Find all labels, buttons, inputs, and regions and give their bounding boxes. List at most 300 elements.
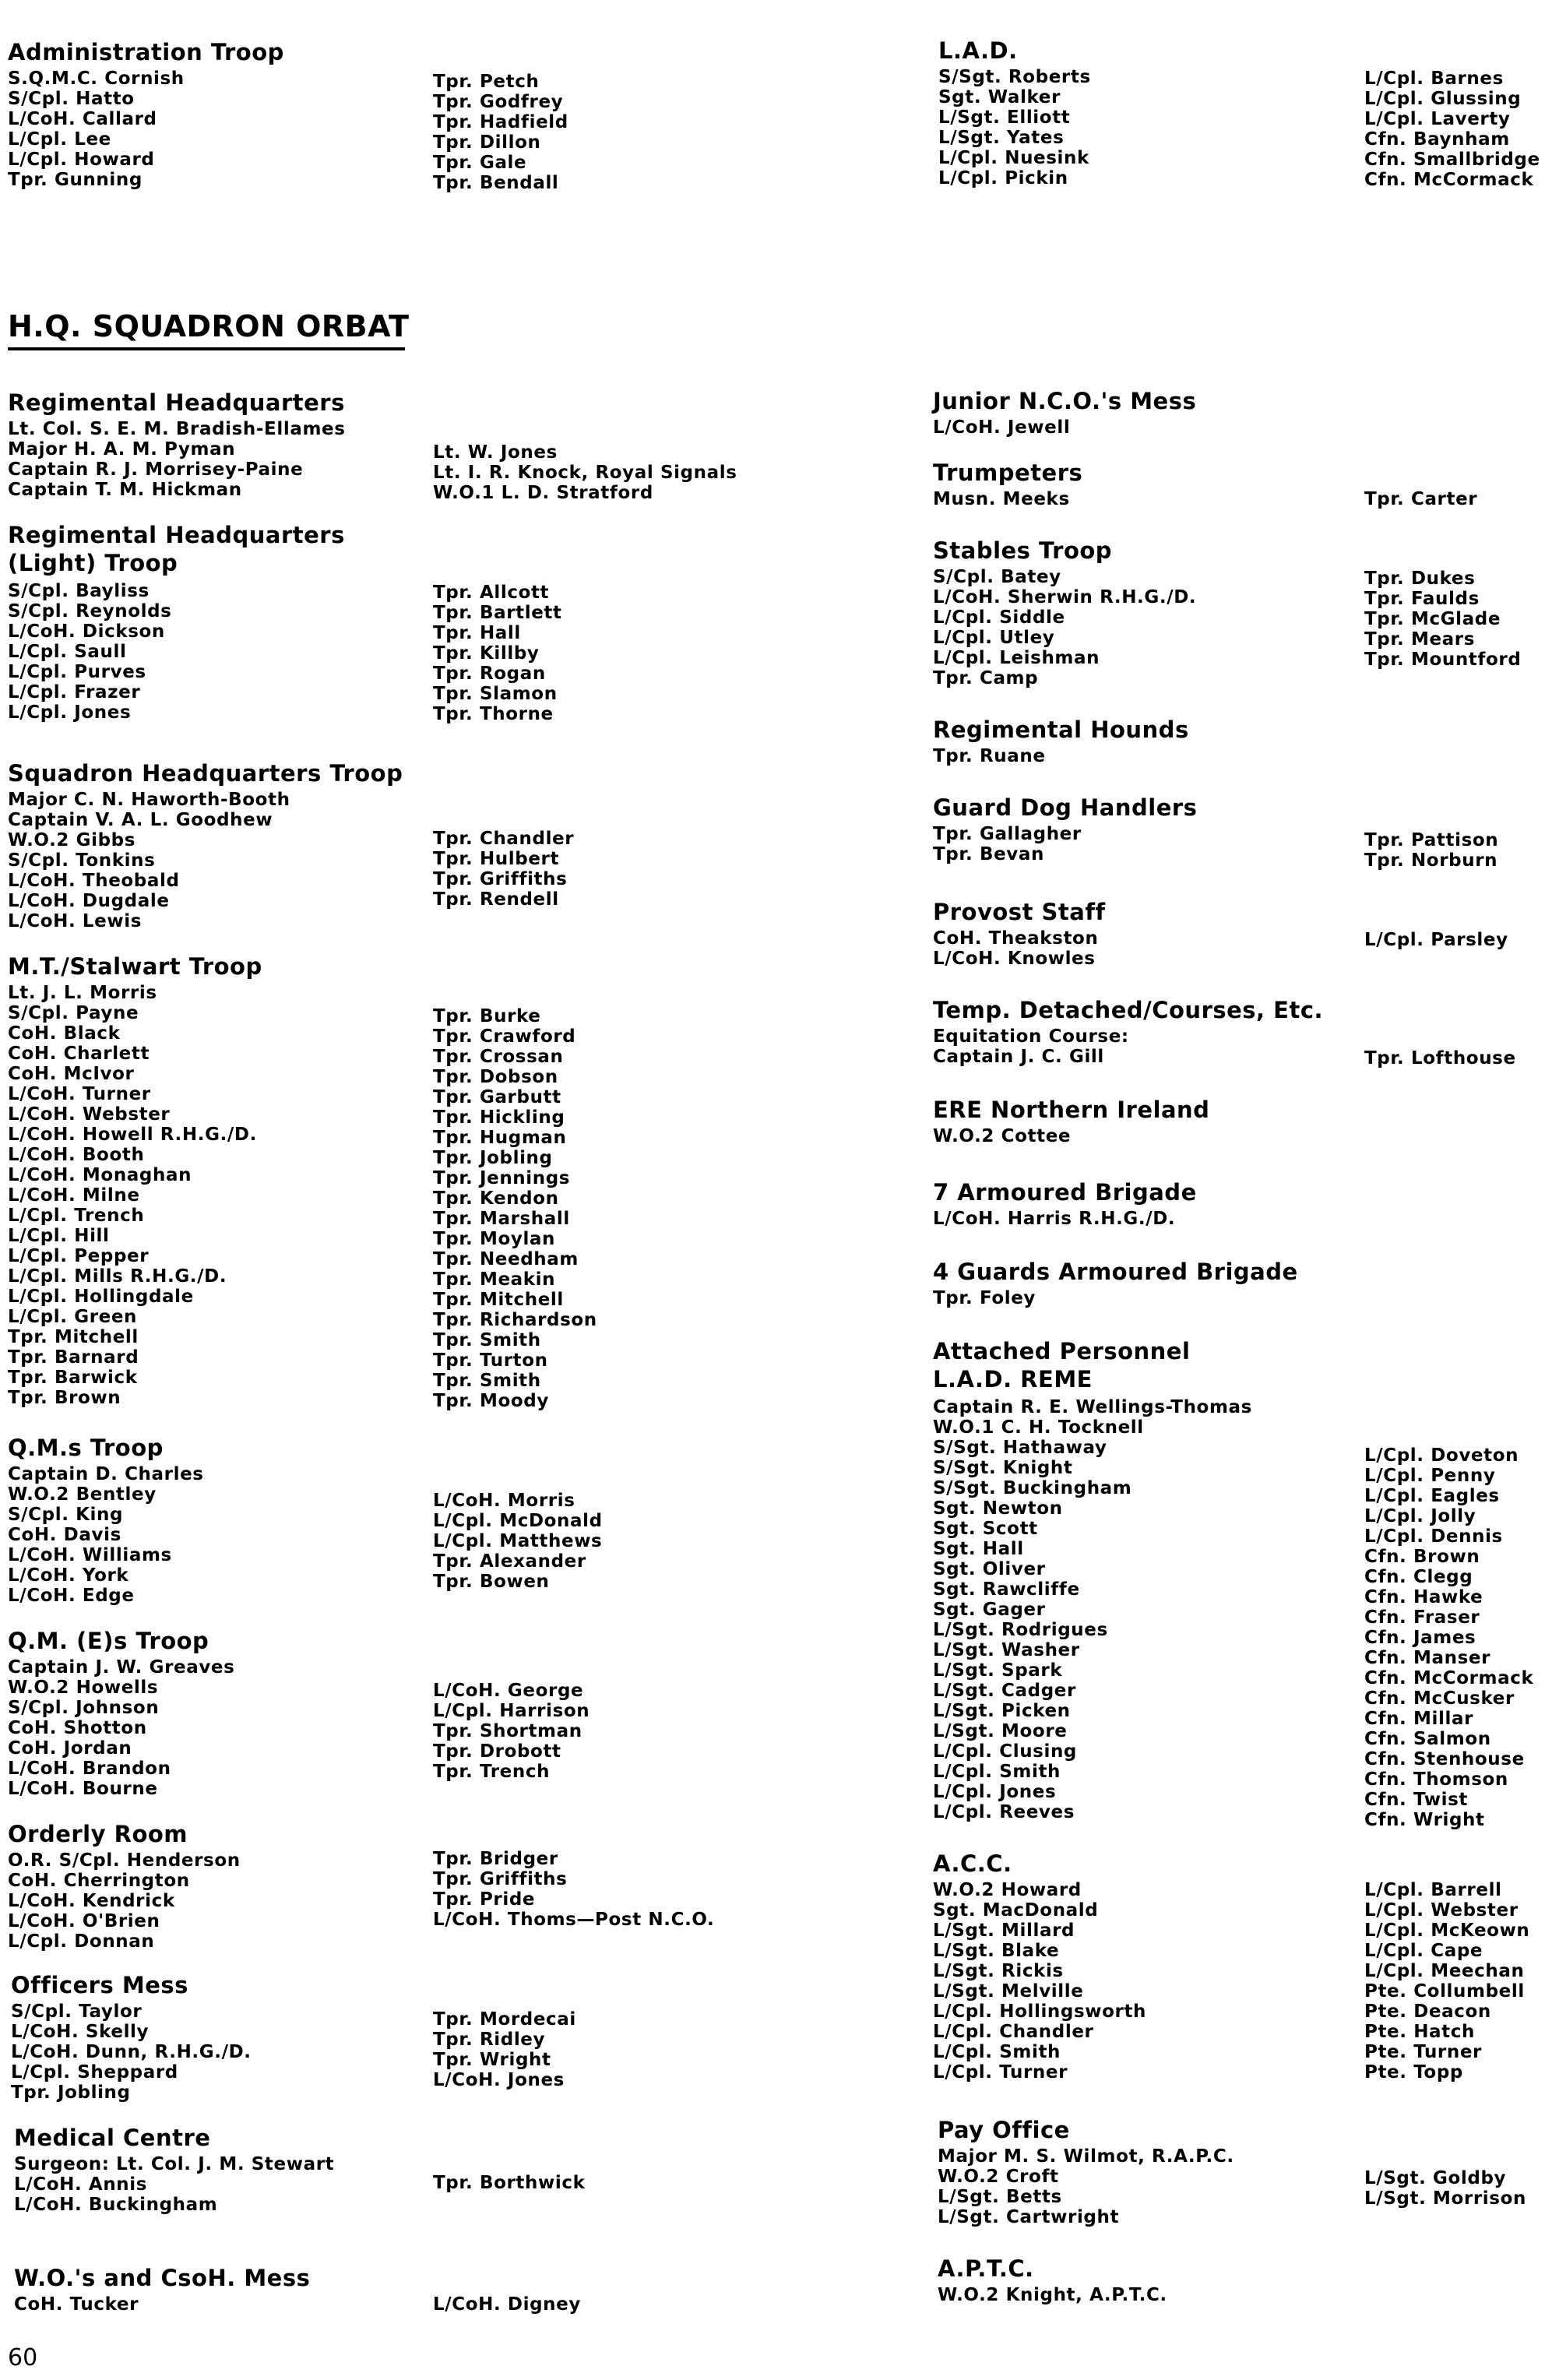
personnel-entry: L/CoH. Knowles [933, 949, 1096, 969]
personnel-entry: L/CoH. Dunn, R.H.G./D. [11, 2042, 252, 2062]
personnel-entry: Tpr. Mitchell [8, 1327, 139, 1347]
personnel-entry: L/Cpl. Cape [1364, 1941, 1483, 1961]
section-heading: Trumpeters [933, 459, 1083, 486]
personnel-entry: Sgt. Rawcliffe [933, 1579, 1080, 1600]
personnel-entry: L/CoH. Buckingham [14, 2195, 218, 2215]
personnel-entry: L/Sgt. Betts [938, 2187, 1062, 2207]
personnel-entry: L/Sgt. Cartwright [938, 2207, 1120, 2227]
personnel-entry: L/Cpl. McDonald [433, 1511, 603, 1531]
personnel-entry: Captain V. A. L. Goodhew [8, 810, 273, 830]
personnel-entry: Tpr. Barwick [8, 1368, 138, 1388]
personnel-entry: Musn. Meeks [933, 489, 1070, 509]
personnel-entry: Tpr. Carter [1364, 489, 1478, 509]
personnel-entry: S/Cpl. Hatto [8, 89, 135, 109]
personnel-column-right [433, 442, 737, 503]
personnel-entry: Tpr. Hall [433, 623, 521, 643]
personnel-entry: L/Sgt. Spark [933, 1660, 1063, 1681]
personnel-entry: L/CoH. Bourne [8, 1779, 158, 1799]
personnel-entry: Tpr. Hulbert [433, 849, 560, 869]
personnel-column-right [433, 1491, 603, 1592]
section-heading: Regimental Headquarters [8, 389, 345, 416]
personnel-entry: L/Cpl. Reeves [933, 1802, 1075, 1822]
personnel-entry: L/Cpl. Turner [933, 2062, 1068, 2082]
personnel-entry: Cfn. Thomson [1364, 1769, 1508, 1790]
personnel-entry: Captain D. Charles [8, 1464, 204, 1484]
personnel-entry: W.O.2 Howard [933, 1880, 1082, 1900]
personnel-entry: L/CoH. Jones [433, 2070, 565, 2090]
personnel-entry: Tpr. Dillon [433, 132, 541, 153]
personnel-entry: Cfn. Smallbridge [1364, 150, 1540, 170]
personnel-entry: L/Cpl. Trench [8, 1206, 145, 1226]
personnel-entry: Tpr. Alexander [433, 1551, 586, 1572]
personnel-entry: Cfn. Stenhouse [1364, 1749, 1525, 1769]
personnel-entry: Tpr. Hickling [433, 1107, 565, 1128]
personnel-entry: L/Cpl. Smith [933, 1762, 1061, 1782]
personnel-entry: Tpr. Griffiths [433, 1869, 568, 1889]
personnel-entry: S/Sgt. Knight [933, 1458, 1073, 1478]
personnel-entry: L/CoH. Harris R.H.G./D. [933, 1209, 1176, 1229]
personnel-column-left [933, 824, 1082, 864]
personnel-entry: Surgeon: Lt. Col. J. M. Stewart [14, 2154, 335, 2174]
personnel-entry: W.O.2 Cottee [933, 1126, 1072, 1146]
personnel-entry: L/Sgt. Picken [933, 1701, 1071, 1721]
personnel-entry: Cfn. McCormack [1364, 170, 1534, 190]
section-heading: Q.M. (E)s Troop [8, 1628, 209, 1654]
personnel-entry: L/Cpl. Hollingsworth [933, 2002, 1147, 2022]
personnel-entry: Tpr. Richardson [433, 1310, 597, 1330]
personnel-entry: Tpr. Chandler [433, 829, 575, 849]
personnel-entry: L/CoH. Annis [14, 2174, 148, 2195]
orbat-title: H.Q. SQUADRON ORBAT [8, 309, 410, 343]
personnel-entry: Tpr. Mordecai [433, 2009, 576, 2030]
personnel-entry: L/CoH. Thoms—Post N.C.O. [433, 1910, 715, 1930]
personnel-entry: Captain R. E. Wellings-Thomas [933, 1397, 1252, 1417]
personnel-entry: Tpr. Ruane [933, 746, 1046, 766]
personnel-entry: L/Cpl. Sheppard [11, 2062, 178, 2082]
section-heading: ERE Northern Ireland [933, 1097, 1210, 1123]
personnel-entry: L/Sgt. Yates [938, 128, 1065, 148]
personnel-entry: Tpr. Mitchell [433, 1290, 564, 1310]
section-heading: A.C.C. [933, 1850, 1012, 1877]
personnel-entry: L/Sgt. Elliott [938, 107, 1071, 128]
personnel-entry: L/Cpl. Utley [933, 628, 1055, 648]
personnel-entry: S/Cpl. Batey [933, 567, 1061, 587]
section-heading: Q.M.s Troop [8, 1435, 164, 1461]
personnel-entry: Tpr. Bevan [933, 844, 1044, 864]
section-heading: Officers Mess [11, 1972, 188, 1998]
personnel-entry: W.O.2 Bentley [8, 1484, 157, 1505]
personnel-entry: Sgt. Newton [933, 1498, 1063, 1519]
personnel-entry: L/Sgt. Rodrigues [933, 1620, 1108, 1640]
personnel-entry: L/Sgt. Melville [933, 1981, 1084, 2002]
personnel-entry: W.O.2 Howells [8, 1678, 159, 1698]
personnel-entry: Tpr. Bendall [433, 173, 559, 193]
personnel-entry: Captain J. W. Greaves [8, 1657, 235, 1678]
personnel-entry: Tpr. Gunning [8, 170, 143, 190]
personnel-column-left [933, 1209, 1175, 1229]
personnel-entry: Tpr. Rendell [433, 889, 559, 910]
personnel-entry: L/Cpl. Barrell [1364, 1880, 1502, 1900]
personnel-entry: Tpr. Bridger [433, 1849, 558, 1869]
personnel-entry: Cfn. Fraser [1364, 1607, 1480, 1628]
personnel-entry: L/CoH. Lewis [8, 911, 143, 931]
personnel-entry: Tpr. Killby [433, 643, 540, 664]
page-number: 60 [8, 2344, 38, 2371]
personnel-entry: W.O.1 L. D. Stratford [433, 483, 653, 503]
personnel-entry: Tpr. Trench [433, 1762, 551, 1782]
personnel-entry: Tpr. Pattison [1364, 830, 1499, 850]
personnel-entry: L/Cpl. Eagles [1364, 1486, 1500, 1506]
personnel-entry: Major M. S. Wilmot, R.A.P.C. [938, 2146, 1234, 2167]
section-heading: Pay Office [938, 2117, 1070, 2143]
personnel-column-right [1364, 2168, 1526, 2209]
section-heading: Medical Centre [14, 2125, 211, 2151]
personnel-column-left [933, 1026, 1129, 1067]
personnel-entry: L/Sgt. Goldby [1364, 2168, 1507, 2188]
section-heading: Provost Staff [933, 899, 1106, 925]
section-heading: 7 Armoured Brigade [933, 1179, 1197, 1206]
personnel-entry: L/Cpl. Barnes [1364, 69, 1504, 89]
personnel-entry: Tpr. Dobson [433, 1067, 558, 1087]
personnel-column-right [1364, 830, 1498, 871]
personnel-entry: Tpr. Lofthouse [1364, 1048, 1516, 1069]
personnel-entry: Tpr. Jennings [433, 1168, 571, 1188]
personnel-entry: Lt. W. Jones [433, 442, 558, 463]
personnel-entry: L/Cpl. Glussing [1364, 89, 1522, 109]
personnel-entry: Cfn. Clegg [1364, 1567, 1473, 1587]
personnel-entry: Tpr. Gallagher [933, 824, 1082, 844]
personnel-entry: Captain T. M. Hickman [8, 480, 242, 500]
personnel-entry: Tpr. Barnard [8, 1347, 139, 1368]
personnel-entry: Cfn. Baynham [1364, 129, 1510, 150]
personnel-entry: L/Sgt. Washer [933, 1640, 1080, 1660]
personnel-entry: Tpr. Dukes [1364, 569, 1476, 589]
personnel-entry: Tpr. Marshall [433, 1209, 570, 1229]
personnel-column-left [8, 1464, 204, 1606]
personnel-entry: Tpr. Pride [433, 1889, 536, 1910]
personnel-column-left [11, 2002, 252, 2103]
personnel-entry: L/CoH. Dickson [8, 621, 165, 642]
personnel-entry: S.Q.M.C. Cornish [8, 69, 185, 89]
section-subheading: (Light) Troop [8, 550, 178, 576]
personnel-entry: L/Cpl. McKeown [1364, 1921, 1530, 1941]
personnel-entry: L/Sgt. Moore [933, 1721, 1068, 1741]
personnel-column-right [433, 1006, 597, 1411]
personnel-column-left [938, 67, 1091, 188]
personnel-entry: S/Sgt. Buckingham [933, 1478, 1132, 1498]
personnel-entry: L/CoH. George [433, 1681, 584, 1701]
personnel-entry: Tpr. Wright [433, 2050, 551, 2070]
personnel-entry: L/CoH. Howell R.H.G./D. [8, 1125, 257, 1145]
personnel-entry: S/Cpl. King [8, 1505, 124, 1525]
personnel-entry: L/CoH. Monaghan [8, 1165, 192, 1185]
personnel-entry: L/CoH. Kendrick [8, 1891, 175, 1911]
personnel-entry: L/CoH. Turner [8, 1084, 151, 1104]
personnel-entry: Tpr. Needham [433, 1249, 579, 1269]
personnel-entry: S/Cpl. Payne [8, 1003, 139, 1023]
personnel-entry: L/CoH. York [8, 1565, 129, 1586]
personnel-entry: L/Cpl. Siddle [933, 607, 1065, 628]
personnel-entry: L/Cpl. Jolly [1364, 1506, 1476, 1526]
personnel-entry: L/Cpl. Howard [8, 150, 155, 170]
personnel-entry: L/Cpl. Doveton [1364, 1445, 1519, 1466]
personnel-column-right [1364, 489, 1477, 509]
personnel-entry: Tpr. Allcott [433, 583, 550, 603]
personnel-entry: W.O.2 Knight, A.P.T.C. [938, 2285, 1167, 2305]
personnel-entry: Tpr. Petch [433, 72, 540, 92]
personnel-entry: Tpr. Brown [8, 1388, 121, 1408]
personnel-column-right [1364, 69, 1540, 190]
personnel-entry: L/Cpl. Hollingdale [8, 1287, 194, 1307]
personnel-column-left [933, 417, 1070, 438]
section-heading: A.P.T.C. [938, 2255, 1034, 2282]
personnel-entry: Captain R. J. Morrisey-Paine [8, 459, 304, 480]
personnel-entry: L/Cpl. Parsley [1364, 930, 1508, 950]
personnel-entry: Major H. A. M. Pyman [8, 439, 236, 459]
personnel-entry: Tpr. Hugman [433, 1128, 567, 1148]
personnel-entry: Tpr. Slamon [433, 684, 558, 704]
personnel-column-right [1364, 569, 1521, 670]
section-heading: Squadron Headquarters Troop [8, 760, 403, 787]
personnel-column-right [433, 2294, 581, 2315]
personnel-entry: CoH. McIvor [8, 1064, 135, 1084]
personnel-entry: L/CoH. Brandon [8, 1759, 171, 1779]
personnel-entry: L/CoH. Webster [8, 1104, 171, 1125]
personnel-entry: Tpr. Crawford [433, 1026, 576, 1047]
personnel-entry: Equitation Course: [933, 1026, 1129, 1047]
personnel-entry: W.O.1 C. H. Tocknell [933, 1417, 1144, 1438]
personnel-entry: L/CoH. Dugdale [8, 891, 170, 911]
personnel-column-left [933, 746, 1046, 766]
personnel-column-right [433, 583, 562, 724]
personnel-entry: L/CoH. O'Brien [8, 1911, 160, 1931]
personnel-column-left [8, 983, 257, 1408]
personnel-entry: Cfn. Twist [1364, 1790, 1468, 1810]
personnel-entry: L/Cpl. Webster [1364, 1900, 1519, 1921]
personnel-entry: L/Cpl. Meechan [1364, 1961, 1525, 1981]
personnel-column-right [433, 829, 574, 910]
personnel-entry: L/CoH. Booth [8, 1145, 145, 1165]
personnel-entry: Tpr. Mears [1364, 629, 1476, 650]
personnel-column-left [938, 2146, 1234, 2227]
personnel-entry: Tpr. Jobling [433, 1148, 553, 1168]
section-heading: Attached Personnel [933, 1338, 1191, 1364]
personnel-entry: CoH. Charlett [8, 1044, 150, 1064]
personnel-column-left [933, 1288, 1036, 1308]
personnel-entry: Tpr. Bowen [433, 1572, 550, 1592]
personnel-entry: L/CoH. Jewell [933, 417, 1071, 438]
personnel-entry: Tpr. Turton [433, 1350, 548, 1371]
personnel-entry: Tpr. Mountford [1364, 650, 1522, 670]
personnel-entry: L/Cpl. Penny [1364, 1466, 1496, 1486]
personnel-entry: Cfn. McCormack [1364, 1668, 1534, 1688]
personnel-entry: Tpr. McGlade [1364, 609, 1501, 629]
personnel-entry: L/CoH. Digney [433, 2294, 581, 2315]
personnel-entry: Tpr. Burke [433, 1006, 541, 1026]
personnel-entry: L/Sgt. Cadger [933, 1681, 1076, 1701]
personnel-entry: Tpr. Moody [433, 1391, 549, 1411]
personnel-entry: CoH. Jordan [8, 1738, 132, 1759]
personnel-entry: L/Cpl. Matthews [433, 1531, 603, 1551]
personnel-entry: Tpr. Griffiths [433, 869, 568, 889]
personnel-entry: Tpr. Meakin [433, 1269, 556, 1290]
personnel-entry: Pte. Collumbell [1364, 1981, 1525, 2002]
section-heading: 4 Guards Armoured Brigade [933, 1259, 1298, 1285]
personnel-entry: Pte. Hatch [1364, 2022, 1475, 2042]
section-heading: Guard Dog Handlers [933, 794, 1198, 821]
personnel-column-left [933, 928, 1098, 969]
personnel-entry: L/Cpl. Pepper [8, 1246, 150, 1266]
personnel-entry: Lt. J. L. Morris [8, 983, 157, 1003]
personnel-column-right [433, 1681, 589, 1782]
personnel-entry: Tpr. Shortman [433, 1721, 582, 1741]
personnel-column-right [1364, 930, 1508, 950]
personnel-entry: Tpr. Bartlett [433, 603, 562, 623]
personnel-entry: Tpr. Garbutt [433, 1087, 561, 1107]
personnel-entry: Sgt. MacDonald [933, 1900, 1099, 1921]
personnel-column-left [938, 2285, 1167, 2305]
personnel-entry: S/Cpl. Johnson [8, 1698, 160, 1718]
personnel-entry: Cfn. Manser [1364, 1648, 1491, 1668]
section-heading: Regimental Headquarters [8, 522, 345, 548]
personnel-entry: L/Cpl. Jones [8, 702, 132, 723]
personnel-entry: Lt. Col. S. E. M. Bradish-Ellames [8, 419, 346, 439]
personnel-entry: CoH. Black [8, 1023, 121, 1044]
personnel-entry: Tpr. Crossan [433, 1047, 564, 1067]
section-heading: W.O.'s and CsoH. Mess [14, 2265, 311, 2291]
personnel-entry: L/Cpl. Nuesink [938, 148, 1089, 168]
personnel-entry: Tpr. Foley [933, 1288, 1036, 1308]
personnel-column-left [933, 1880, 1146, 2082]
personnel-entry: S/Sgt. Roberts [938, 67, 1091, 87]
personnel-entry: CoH. Tucker [14, 2294, 139, 2315]
personnel-entry: S/Cpl. Bayliss [8, 581, 150, 601]
personnel-column-right [1364, 1048, 1516, 1069]
personnel-entry: L/CoH. Morris [433, 1491, 575, 1511]
personnel-entry: Sgt. Oliver [933, 1559, 1046, 1579]
personnel-entry: CoH. Cherrington [8, 1871, 190, 1891]
section-heading: Administration Troop [8, 39, 284, 65]
orbat-title-underline [8, 347, 405, 350]
personnel-entry: Cfn. Millar [1364, 1709, 1474, 1729]
personnel-entry: Lt. I. R. Knock, Royal Signals [433, 463, 737, 483]
personnel-entry: L/Sgt. Morrison [1364, 2188, 1526, 2209]
personnel-entry: Tpr. Camp [933, 668, 1039, 688]
personnel-entry: L/Cpl. Laverty [1364, 109, 1511, 129]
personnel-entry: Captain J. C. Gill [933, 1047, 1104, 1067]
section-heading: Temp. Detached/Courses, Etc. [933, 997, 1324, 1023]
personnel-entry: Tpr. Borthwick [433, 2173, 586, 2193]
personnel-entry: Tpr. Moylan [433, 1229, 556, 1249]
personnel-entry: Tpr. Rogan [433, 664, 546, 684]
personnel-entry: Tpr. Faulds [1364, 589, 1480, 609]
personnel-entry: L/Cpl. Lee [8, 129, 111, 150]
personnel-column-left [8, 790, 290, 931]
personnel-entry: L/Cpl. Smith [933, 2042, 1061, 2062]
personnel-entry: Tpr. Smith [433, 1371, 541, 1391]
personnel-column-left [8, 1657, 234, 1799]
personnel-entry: Cfn. Salmon [1364, 1729, 1491, 1749]
personnel-entry: Sgt. Gager [933, 1600, 1046, 1620]
personnel-entry: Sgt. Hall [933, 1539, 1024, 1559]
personnel-entry: L/CoH. Williams [8, 1545, 172, 1565]
personnel-entry: L/CoH. Milne [8, 1185, 140, 1206]
personnel-entry: L/Sgt. Blake [933, 1941, 1060, 1961]
personnel-entry: L/Cpl. Purves [8, 662, 146, 682]
personnel-entry: L/Cpl. Jones [933, 1782, 1057, 1802]
personnel-entry: L/CoH. Callard [8, 109, 157, 129]
personnel-column-left [14, 2154, 334, 2215]
personnel-column-left [8, 69, 185, 190]
section-subheading: L.A.D. REME [933, 1366, 1093, 1392]
personnel-entry: L/Cpl. Chandler [933, 2022, 1094, 2042]
personnel-entry: L/Cpl. Donnan [8, 1931, 155, 1952]
personnel-column-right [433, 2173, 585, 2193]
personnel-entry: S/Cpl. Taylor [11, 2002, 143, 2022]
section-heading: Regimental Hounds [933, 716, 1189, 743]
personnel-column-left [933, 1126, 1071, 1146]
personnel-entry: L/Cpl. Hill [8, 1226, 110, 1246]
personnel-entry: Cfn. James [1364, 1628, 1476, 1648]
personnel-entry: L/Cpl. Pickin [938, 168, 1068, 188]
personnel-entry: Major C. N. Haworth-Booth [8, 790, 290, 810]
section-heading: Junior N.C.O.'s Mess [933, 388, 1197, 414]
personnel-column-left [8, 419, 346, 500]
personnel-entry: Cfn. Brown [1364, 1547, 1480, 1567]
section-heading: Orderly Room [8, 1821, 188, 1847]
personnel-entry: L/Cpl. Harrison [433, 1701, 590, 1721]
personnel-column-left [8, 1850, 241, 1952]
personnel-entry: Tpr. Kendon [433, 1188, 559, 1209]
personnel-entry: Pte. Turner [1364, 2042, 1482, 2062]
personnel-entry: L/Cpl. Saull [8, 642, 127, 662]
personnel-entry: Pte. Topp [1364, 2062, 1463, 2082]
personnel-entry: L/Cpl. Leishman [933, 648, 1100, 668]
personnel-column-left [933, 489, 1070, 509]
personnel-column-right [433, 72, 568, 193]
personnel-entry: Tpr. Jobling [11, 2082, 131, 2103]
personnel-entry: Tpr. Thorne [433, 704, 554, 724]
personnel-entry: Tpr. Gale [433, 153, 527, 173]
personnel-entry: L/CoH. Skelly [11, 2022, 150, 2042]
personnel-entry: L/Cpl. Dennis [1364, 1526, 1503, 1547]
personnel-entry: L/CoH. Edge [8, 1586, 135, 1606]
personnel-entry: Tpr. Smith [433, 1330, 541, 1350]
personnel-entry: CoH. Davis [8, 1525, 121, 1545]
personnel-entry: W.O.2 Croft [938, 2167, 1059, 2187]
section-heading: L.A.D. [938, 37, 1018, 64]
personnel-column-left [933, 567, 1196, 688]
personnel-entry: S/Cpl. Reynolds [8, 601, 172, 621]
personnel-entry: L/Cpl. Mills R.H.G./D. [8, 1266, 227, 1287]
personnel-column-right [433, 2009, 576, 2090]
personnel-entry: Cfn. McCusker [1364, 1688, 1515, 1709]
personnel-entry: W.O.2 Gibbs [8, 830, 136, 850]
personnel-column-left [14, 2294, 139, 2315]
personnel-entry: Cfn. Hawke [1364, 1587, 1483, 1607]
personnel-column-right [1364, 1880, 1529, 2082]
personnel-entry: Cfn. Wright [1364, 1810, 1485, 1830]
personnel-entry: L/Sgt. Millard [933, 1921, 1075, 1941]
personnel-entry: Tpr. Hadfield [433, 112, 568, 132]
personnel-entry: L/Cpl. Frazer [8, 682, 141, 702]
personnel-entry: L/Cpl. Green [8, 1307, 138, 1327]
personnel-column-left [933, 1397, 1252, 1822]
personnel-entry: Tpr. Drobott [433, 1741, 561, 1762]
personnel-entry: O.R. S/Cpl. Henderson [8, 1850, 241, 1871]
personnel-entry: L/CoH. Sherwin R.H.G./D. [933, 587, 1197, 607]
personnel-column-right [1364, 1445, 1533, 1830]
